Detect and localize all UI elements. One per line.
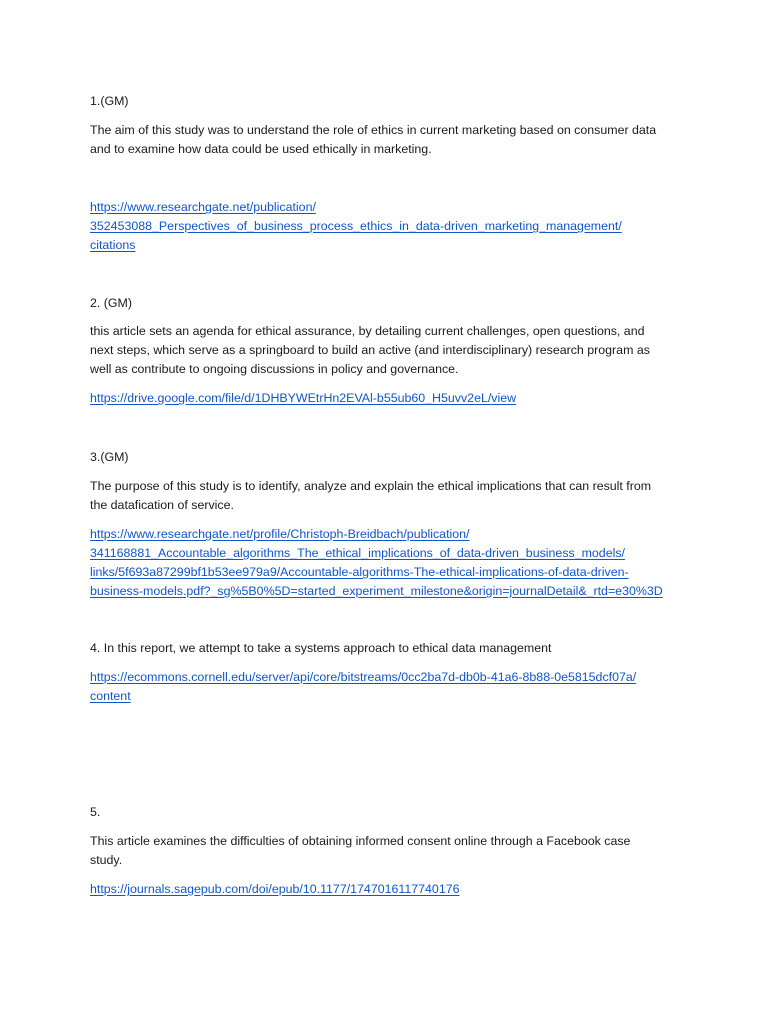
entry-4-link-line[interactable]: content	[90, 689, 131, 703]
entry-3-link-line[interactable]: 341168881_Accountable_algorithms_The_ethical_implications_of_data-driven_business_models/	[90, 546, 625, 560]
entry-1-summary-line: and to examine how data could be used ethically in marketing.	[90, 142, 432, 156]
entry-5-heading: 5.	[90, 805, 101, 819]
entry-5-link-block	[90, 880, 690, 899]
entry-5-summary-line: This article examines the difficulties of obtaining informed consent online through a Facebook case	[90, 834, 631, 848]
entry-5-link[interactable]	[90, 880, 690, 899]
entry-4-heading: 4. In this report, we attempt to take a systems approach to ethical data management	[90, 641, 552, 655]
entry-3-link-block	[90, 525, 690, 601]
entry-2-heading: 2. (GM)	[90, 296, 132, 310]
entry-1-link-block	[90, 198, 690, 255]
entry-3-link-line[interactable]: https://www.researchgate.net/profile/Christoph-Breidbach/publication/	[90, 527, 470, 541]
entry-3-summary	[90, 477, 690, 515]
entry-2-summary-line: this article sets an agenda for ethical assurance, by detailing current challenges, open questions, and	[90, 324, 645, 338]
entry-2-summary-line: next steps, which serve as a springboard to build an active (and interdisciplinary) research program as	[90, 343, 650, 357]
entry-1-link[interactable]	[90, 198, 690, 255]
entry-4-link-block	[90, 668, 690, 706]
entry-3-summary-line: The purpose of this study is to identify, analyze and explain the ethical implications that can result from	[90, 479, 652, 493]
entry-1-link-line[interactable]: citations	[90, 238, 136, 252]
entry-3-link-line[interactable]: business-models.pdf?_sg%5B0%5D=started_experiment_milestone&origin=journalDetail&_rtd=e30%3D	[90, 584, 663, 598]
entry-2-summary	[90, 322, 690, 379]
entry-1-link-line[interactable]: 352453088_Perspectives_of_business_process_ethics_in_data-driven_marketing_management/	[90, 219, 622, 233]
entry-2-link-block	[90, 389, 690, 408]
entry-1-summary-line: The aim of this study was to understand the role of ethics in current marketing based on consumer data	[90, 123, 657, 137]
entry-3-heading: 3.(GM)	[90, 450, 129, 464]
entry-5-summary-line: study.	[90, 853, 123, 867]
entry-4-link[interactable]	[90, 668, 690, 706]
entry-5-link-line[interactable]: https://journals.sagepub.com/doi/epub/10.1177/1747016117740176	[90, 882, 460, 896]
entry-3-link[interactable]	[90, 525, 690, 601]
entry-1-heading: 1.(GM)	[90, 94, 129, 108]
entry-5-summary	[90, 832, 690, 870]
entry-3-link-line[interactable]: links/5f693a87299bf1b53ee979a9/Accountable-algorithms-The-ethical-implications-of-data-driven-	[90, 565, 629, 579]
entry-2-summary-line: well as contribute to ongoing discussions in policy and governance.	[90, 362, 459, 376]
entry-3-summary-line: the datafication of service.	[90, 498, 234, 512]
entry-1-summary	[90, 121, 690, 159]
entry-2-link[interactable]	[90, 389, 690, 408]
entry-2-link-line[interactable]: https://drive.google.com/file/d/1DHBYWEtrHn2EVAl-b55ub60_H5uvv2eL/view	[90, 391, 517, 405]
entry-4-link-line[interactable]: https://ecommons.cornell.edu/server/api/core/bitstreams/0cc2ba7d-db0b-41a6-8b88-0e5815dcf07a/	[90, 670, 637, 684]
entry-1-link-line[interactable]: https://www.researchgate.net/publication/	[90, 200, 316, 214]
